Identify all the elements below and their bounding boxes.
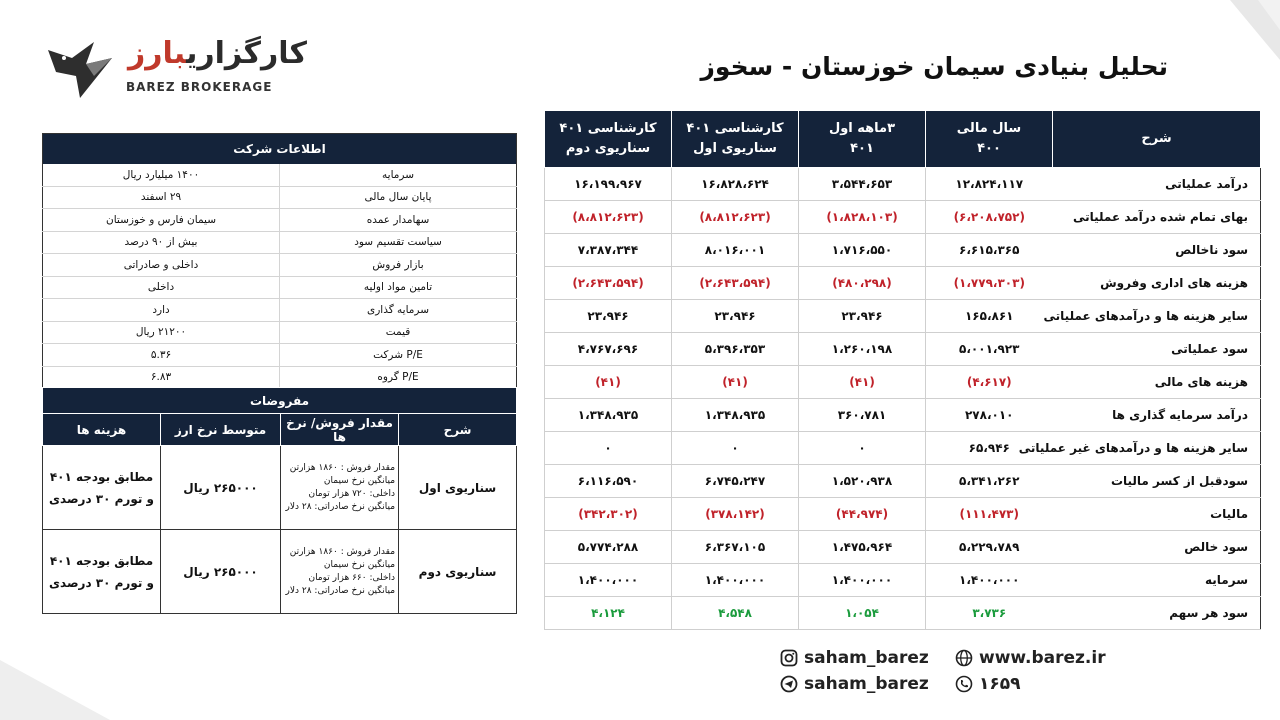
- row-value: ۱۶،۸۲۸،۶۲۴: [672, 168, 799, 201]
- info-key: سهامدار عمده: [280, 209, 517, 232]
- row-value: ۱،۲۶۰،۱۹۸: [799, 333, 926, 366]
- row-label: درآمد عملیاتی: [1053, 168, 1261, 201]
- row-value: (۱۱۱،۴۷۳): [926, 498, 1053, 531]
- phone-number[interactable]: ۱۶۵۹: [955, 674, 1021, 694]
- info-row: [43, 209, 517, 232]
- row-value: ۱،۳۴۸،۹۳۵: [672, 399, 799, 432]
- row-value: (۴،۶۱۷): [926, 366, 1053, 399]
- row-value: ۶،۳۶۷،۱۰۵: [672, 531, 799, 564]
- assumptions-header-fx: متوسط نرخ ارز: [161, 414, 281, 446]
- financial-row: [545, 597, 1261, 630]
- row-value: ۳۶۰،۷۸۱: [799, 399, 926, 432]
- row-value: ۷،۳۸۷،۳۴۴: [545, 234, 672, 267]
- row-label: سودقبل از کسر مالیات: [1053, 465, 1261, 498]
- assumptions-table: [42, 387, 517, 614]
- info-row: [43, 276, 517, 299]
- row-value: ۱،۴۰۰،۰۰۰: [926, 564, 1053, 597]
- scenario-costs: مطابق بودجه ۴۰۱ و تورم ۳۰ درصدی: [43, 446, 161, 530]
- financial-row: [545, 168, 1261, 201]
- info-row: [43, 366, 517, 389]
- instagram-icon: [780, 649, 798, 667]
- row-label: سرمایه: [1053, 564, 1261, 597]
- financial-row: [545, 201, 1261, 234]
- website-link[interactable]: www.barez.ir: [955, 648, 1106, 668]
- scenario-detail: مقدار فروش : ۱۸۶۰ هزارتن میانگین نرخ سیمان داخلی: ۷۲۰ هزار تومان میانگین نرخ صادراتی: ۲۸ دلار: [281, 446, 399, 530]
- brand-name-fa: کارگزاریبارز: [128, 36, 307, 71]
- row-value: (۴۱): [799, 366, 926, 399]
- financial-row: [545, 366, 1261, 399]
- row-value: ۴،۱۲۴: [545, 597, 672, 630]
- scenario-detail: مقدار فروش : ۱۸۶۰ هزارتن میانگین نرخ سیمان داخلی: ۶۶۰ هزار تومان میانگین نرخ صادراتی: ۲۸ دلار: [281, 530, 399, 614]
- row-value: ۱،۴۰۰،۰۰۰: [672, 564, 799, 597]
- page-title: تحلیل بنیادی سیمان خوزستان - سخوز: [700, 52, 1168, 81]
- row-value: ۲۳،۹۴۶: [672, 300, 799, 333]
- row-value: (۱،۷۷۹،۳۰۳): [926, 267, 1053, 300]
- row-value: ۰: [799, 432, 926, 465]
- info-key: پایان سال مالی: [280, 186, 517, 209]
- info-value: ۶.۸۳: [43, 366, 280, 389]
- assumptions-header-label: شرح: [399, 414, 517, 446]
- row-label: سود عملیاتی: [1053, 333, 1261, 366]
- row-value: ۰: [545, 432, 672, 465]
- info-row: [43, 231, 517, 254]
- row-value: (۲،۶۴۳،۵۹۴): [545, 267, 672, 300]
- financial-row: [545, 432, 1261, 465]
- info-value: داخلی: [43, 276, 280, 299]
- assumptions-title: مفروضات: [43, 388, 517, 414]
- financial-row: [545, 333, 1261, 366]
- globe-icon: [955, 649, 973, 667]
- row-value: ۵،۳۹۶،۳۵۳: [672, 333, 799, 366]
- row-value: ۱۲،۸۲۴،۱۱۷: [926, 168, 1053, 201]
- info-row: [43, 186, 517, 209]
- row-value: (۸،۸۱۲،۶۲۳): [545, 201, 672, 234]
- row-value: ۱۶۵،۸۶۱: [926, 300, 1053, 333]
- financial-table: [544, 110, 1261, 630]
- financial-row: [545, 234, 1261, 267]
- row-value: ۳،۷۳۶: [926, 597, 1053, 630]
- row-value: ۵،۰۰۱،۹۲۳: [926, 333, 1053, 366]
- row-value: ۶،۷۴۵،۲۴۷: [672, 465, 799, 498]
- row-value: ۶،۱۱۶،۵۹۰: [545, 465, 672, 498]
- row-value: (۱،۸۲۸،۱۰۳): [799, 201, 926, 234]
- row-value: (۸،۸۱۲،۶۲۳): [672, 201, 799, 234]
- row-value: ۶۵،۹۴۶: [926, 432, 1053, 465]
- scenario-label: سناریوی اول: [399, 446, 517, 530]
- info-value: ۱۴۰۰ میلیارد ریال: [43, 164, 280, 186]
- row-value: ۱۶،۱۹۹،۹۶۷: [545, 168, 672, 201]
- phone-icon: [955, 675, 973, 693]
- header-col-3: کارشناسی ۴۰۱ سناریوی اول: [672, 111, 799, 168]
- info-row: [43, 321, 517, 344]
- row-label: هزینه های اداری وفروش: [1053, 267, 1261, 300]
- info-value: سیمان فارس و خوزستان: [43, 209, 280, 232]
- assumptions-header-costs: هزینه ها: [43, 414, 161, 446]
- row-value: ۱،۴۷۵،۹۶۴: [799, 531, 926, 564]
- assumptions-header-sales: مقدار فروش/ نرخ ها: [281, 414, 399, 446]
- header-col-4: کارشناسی ۴۰۱ سناریوی دوم: [545, 111, 672, 168]
- info-key: قیمت: [280, 321, 517, 344]
- scenario-row: [43, 530, 517, 614]
- row-value: ۲۳،۹۴۶: [799, 300, 926, 333]
- header-col-1: سال مالی ۴۰۰: [926, 111, 1053, 168]
- info-value: ۵.۳۶: [43, 344, 280, 367]
- row-label: سایر هزینه ها و درآمدهای عملیاتی: [1053, 300, 1261, 333]
- scenario-fx-rate: ۲۶۵۰۰۰ ریال: [161, 530, 281, 614]
- scenario-costs: مطابق بودجه ۴۰۱ و تورم ۳۰ درصدی: [43, 530, 161, 614]
- eagle-logo-icon: [42, 36, 122, 100]
- scenario-fx-rate: ۲۶۵۰۰۰ ریال: [161, 446, 281, 530]
- row-value: (۲،۶۴۳،۵۹۴): [672, 267, 799, 300]
- row-value: ۱،۵۲۰،۹۳۸: [799, 465, 926, 498]
- row-label: مالیات: [1053, 498, 1261, 531]
- row-label: هزینه های مالی: [1053, 366, 1261, 399]
- info-row: [43, 164, 517, 186]
- info-key: سیاست تقسیم سود: [280, 231, 517, 254]
- telegram-icon: [780, 675, 798, 693]
- row-value: (۴۸۰،۲۹۸): [799, 267, 926, 300]
- info-key: تامین مواد اولیه: [280, 276, 517, 299]
- company-info-table: [42, 133, 517, 389]
- telegram-handle[interactable]: saham_barez: [780, 674, 929, 694]
- info-key: P/E گروه: [280, 366, 517, 389]
- row-value: ۴،۷۶۷،۶۹۶: [545, 333, 672, 366]
- row-label: درآمد سرمایه گذاری ها: [1053, 399, 1261, 432]
- instagram-handle[interactable]: saham_barez: [780, 648, 929, 668]
- row-value: (۳۴۲،۳۰۲): [545, 498, 672, 531]
- row-value: ۵،۲۲۹،۷۸۹: [926, 531, 1053, 564]
- corner-decoration-bottom-left: [0, 660, 120, 720]
- row-value: ۱،۴۰۰،۰۰۰: [799, 564, 926, 597]
- row-label: سود خالص: [1053, 531, 1261, 564]
- info-key: سرمایه: [280, 164, 517, 186]
- row-label: سود هر سهم: [1053, 597, 1261, 630]
- financial-row: [545, 564, 1261, 597]
- info-row: [43, 254, 517, 277]
- row-value: (۴۴،۹۷۴): [799, 498, 926, 531]
- info-value: ۲۹ اسفند: [43, 186, 280, 209]
- info-key: بازار فروش: [280, 254, 517, 277]
- row-value: ۲۳،۹۴۶: [545, 300, 672, 333]
- row-value: ۸،۰۱۶،۰۰۱: [672, 234, 799, 267]
- financial-row: [545, 399, 1261, 432]
- company-info-title: اطلاعات شرکت: [43, 134, 517, 165]
- row-label: سایر هزینه ها و درآمدهای غیر عملیاتی: [1053, 432, 1261, 465]
- row-value: ۱،۷۱۶،۵۵۰: [799, 234, 926, 267]
- row-value: ۴،۵۴۸: [672, 597, 799, 630]
- brand-name-accent: بارز: [128, 36, 187, 71]
- scenario-label: سناریوی دوم: [399, 530, 517, 614]
- financial-row: [545, 498, 1261, 531]
- row-value: ۲۷۸،۰۱۰: [926, 399, 1053, 432]
- header-label: شرح: [1053, 111, 1261, 168]
- row-value: (۴۱): [545, 366, 672, 399]
- row-value: (۳۷۸،۱۴۲): [672, 498, 799, 531]
- row-value: (۶،۲۰۸،۷۵۲): [926, 201, 1053, 234]
- row-value: ۵،۳۴۱،۲۶۲: [926, 465, 1053, 498]
- financial-row: [545, 465, 1261, 498]
- info-value: داخلی و صادراتی: [43, 254, 280, 277]
- row-value: ۰: [672, 432, 799, 465]
- row-value: (۴۱): [672, 366, 799, 399]
- financial-row: [545, 531, 1261, 564]
- info-value: دارد: [43, 299, 280, 322]
- header-col-2: ۳ماهه اول ۴۰۱: [799, 111, 926, 168]
- row-value: ۱،۳۴۸،۹۳۵: [545, 399, 672, 432]
- row-value: ۱،۴۰۰،۰۰۰: [545, 564, 672, 597]
- row-label: بهای تمام شده درآمد عملیاتی: [1053, 201, 1261, 234]
- info-row: [43, 344, 517, 367]
- row-label: سود ناخالص: [1053, 234, 1261, 267]
- row-value: ۵،۷۷۴،۲۸۸: [545, 531, 672, 564]
- info-key: P/E شرکت: [280, 344, 517, 367]
- scenario-row: [43, 446, 517, 530]
- row-value: ۱،۰۵۴: [799, 597, 926, 630]
- info-row: [43, 299, 517, 322]
- info-value: ۲۱۲۰۰ ریال: [43, 321, 280, 344]
- corner-decoration-top-right: [1170, 0, 1280, 90]
- info-key: سرمایه گذاری: [280, 299, 517, 322]
- row-value: ۶،۶۱۵،۳۶۵: [926, 234, 1053, 267]
- info-value: بیش از ۹۰ درصد: [43, 231, 280, 254]
- financial-table-header: [545, 111, 1261, 168]
- row-value: ۳،۵۴۴،۶۵۳: [799, 168, 926, 201]
- financial-row: [545, 267, 1261, 300]
- brand-name-en: BAREZ BROKERAGE: [126, 80, 273, 94]
- brand-logo: [42, 36, 307, 100]
- financial-row: [545, 300, 1261, 333]
